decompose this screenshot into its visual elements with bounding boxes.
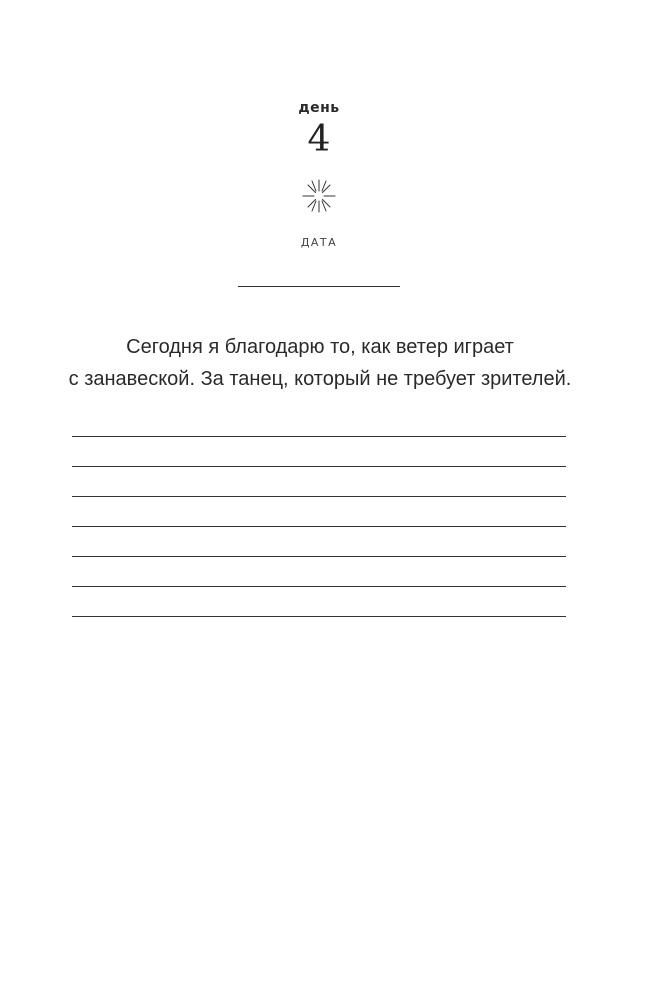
writing-line[interactable] xyxy=(72,616,566,617)
writing-line[interactable] xyxy=(72,466,566,467)
writing-line[interactable] xyxy=(72,526,566,527)
writing-line[interactable] xyxy=(72,436,566,437)
date-label: ДАТА xyxy=(300,236,338,249)
starburst-icon xyxy=(301,178,337,214)
writing-line[interactable] xyxy=(72,586,566,587)
writing-line[interactable] xyxy=(72,556,566,557)
prompt-text xyxy=(40,331,600,395)
writing-area[interactable] xyxy=(72,436,566,646)
day-label: день xyxy=(298,100,340,116)
writing-line[interactable] xyxy=(72,496,566,497)
date-field-line[interactable] xyxy=(238,286,400,287)
prompt-line-1: Сегодня я благодарю то, как ветер играет xyxy=(126,336,514,358)
prompt-line-2: с занавеской. За танец, который не требует зрителей. xyxy=(68,368,572,390)
day-number: 4 xyxy=(307,119,331,160)
